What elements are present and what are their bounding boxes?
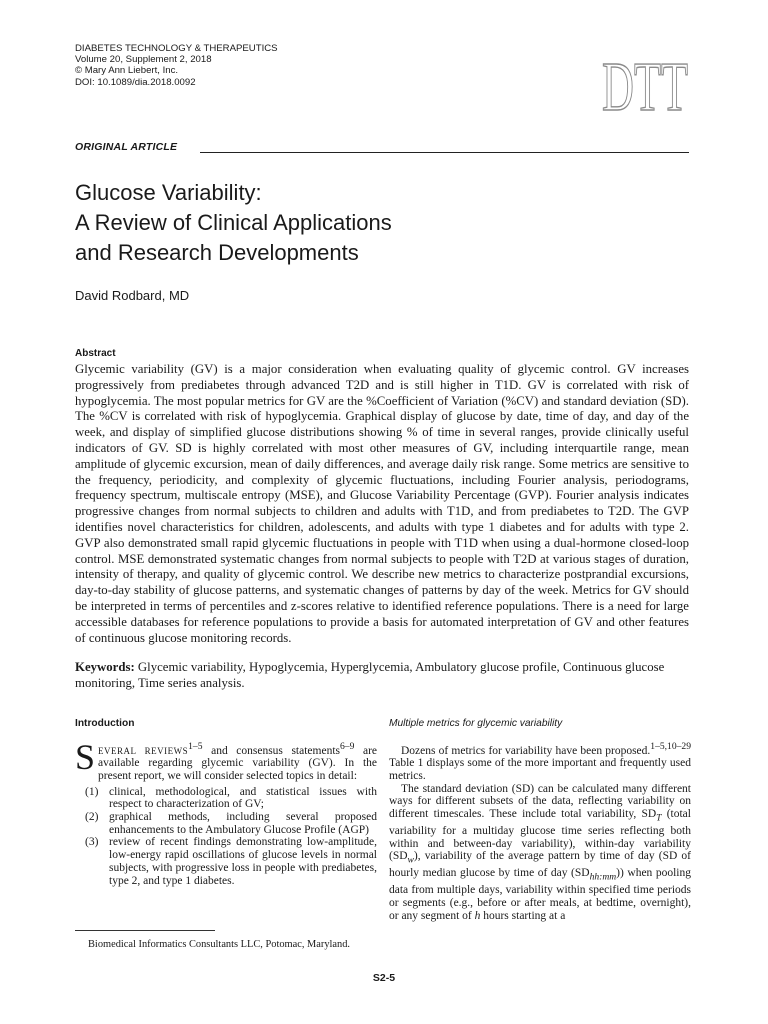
- list-item: [75, 836, 377, 887]
- keywords-label: Keywords:: [75, 660, 135, 674]
- author-name: David Rodbard, MD: [75, 288, 190, 303]
- abstract-text: Glycemic variability (GV) is a major consideration when evaluating quality of glycemic control. GV increases progressively from prediabetes through advanced T2D and is still higher in T1D. GV is correlated with risk of hypoglycemia. The most popular metrics for GV are the %Coefficient of Variation (%CV) and standard deviation (SD). The %CV is correlated with risk of hypoglycemia. Graphical display of glucose by date, time of day, and day of the week, and display of simplified glucose distributions showing % of time in several ranges, provide clinically useful indicators of GV. SD is highly correlated with most other measures of GV, including interquartile range, mean amplitude of glycemic excursion, mean of daily differences, and average daily risk range. Some metrics are sensitive to the frequency, periodicity, and complexity of glycemic fluctuations, including Fourier analysis, periodograms, frequency spectrum, multiscale entropy (MSE), and Glucose Variability Percentage (GVP). Fourier analysis indicates progressive changes from normal subjects to children and adults with T1D, and from prediabetes to T2D. The GVP identifies novel characteristics for children, adolescents, and adults with type 1 diabetes and for adults with type 2. GVP also demonstrated small rapid glycemic fluctuations in people with T1D when using a dual-hormone closed-loop control. MSE demonstrated systematic changes from normal subjects to people with T2D at various stages of duration, intensity of therapy, and quality of glycemic control. We describe new metrics to characterize postprandial excursions, day-to-day stability of glucose patterns, and systematic changes of patterns by day of the week. Metrics for GV should be interpreted in terms of percentiles and z-scores relative to identified reference populations. There is a need for large accessible databases for reference populations to provide a basis for automated interpretation of GV and other features of continuous glucose monitoring records.: [75, 362, 689, 645]
- paragraph-text: (total variability for a multiday glucose time series reflecting both within and between-day variability), within-day variability (SD: [389, 808, 691, 863]
- title-line: and Research Developments: [75, 240, 359, 265]
- subscript: T: [656, 812, 662, 824]
- paragraph-text: )) when pooling data from multiple days, variability within specified time periods or segments (e.g., before or after meals, at bedtime, overnight), or any segment of: [389, 867, 691, 922]
- page-number: S2-5: [372, 972, 396, 984]
- paragraph-text: Table 1 displays some of the more important and frequently used metrics.: [389, 757, 691, 782]
- paragraph-text: Dozens of metrics for variability have been proposed.: [401, 744, 651, 757]
- journal-doi: DOI: 10.1089/dia.2018.0092: [75, 76, 196, 88]
- right-column: [389, 718, 691, 923]
- article-type-rule: [200, 152, 689, 153]
- journal-name: DIABETES TECHNOLOGY & THERAPEUTICS: [75, 43, 278, 54]
- paragraph-text: ), variability of the average pattern by time of day (SD of hourly median glucose by time of day (SD: [389, 850, 691, 880]
- journal-volume: Volume 20, Supplement 2, 2018: [75, 54, 212, 66]
- journal-header: [75, 43, 278, 88]
- list-number: (3): [85, 836, 99, 849]
- list-text: review of recent findings demonstrating low-amplitude, low-energy rapid oscillations of glucose levels in normal subjects, with progressive loss in people with prediabetes, type 2, and type 1 diabetes.: [109, 836, 377, 887]
- reference-superscript: 6–9: [340, 740, 355, 752]
- topic-list: [75, 786, 377, 888]
- title-line: A Review of Clinical Applications: [75, 210, 392, 235]
- introduction-heading: Introduction: [75, 718, 135, 729]
- subscript: w: [407, 854, 414, 866]
- subscript: hh:mm: [589, 871, 617, 883]
- keywords-text: Glycemic variability, Hypoglycemia, Hyperglycemia, Ambulatory glucose profile, Continuous glucose monitoring, Time series analysis.: [75, 660, 665, 690]
- intro-text: are available regarding glycemic variability (GV). In the present report, we will consider selected topics in detail:: [98, 744, 377, 782]
- list-text: graphical methods, including several proposed enhancements to the Ambulatory Glucose Profile (AGP): [109, 811, 377, 836]
- metrics-heading: Multiple metrics for glycemic variability: [389, 718, 563, 729]
- reference-superscript: 1–5: [188, 740, 203, 752]
- list-item: [75, 786, 377, 811]
- footnote-rule: [75, 930, 215, 931]
- metrics-paragraph-1: [389, 741, 691, 783]
- article-type-label: ORIGINAL ARTICLE: [75, 141, 178, 153]
- title-line: Glucose Variability:: [75, 180, 262, 205]
- logo-text: DTT: [602, 49, 688, 126]
- paragraph-text: hours starting at a: [480, 909, 566, 922]
- list-number: (2): [85, 811, 99, 824]
- abstract-heading: Abstract: [75, 348, 116, 359]
- journal-logo: [601, 48, 689, 126]
- article-title: [75, 178, 392, 268]
- list-number: (1): [85, 785, 99, 798]
- small-caps-lead: EVERAL REVIEWS: [98, 745, 189, 756]
- list-text: clinical, methodological, and statistical issues with respect to characterization of GV;: [109, 785, 377, 811]
- intro-text: and consensus statements: [202, 744, 341, 757]
- journal-copyright: © Mary Ann Liebert, Inc.: [75, 65, 179, 77]
- left-column: [75, 718, 377, 887]
- italic-variable: h: [474, 909, 481, 922]
- keywords: [75, 659, 689, 691]
- reference-superscript: 1–5,10–29: [650, 740, 691, 752]
- metrics-paragraph-2: [389, 783, 691, 923]
- paragraph-text: The standard deviation (SD) can be calculated many different ways for different subsets of the data, reflecting variability on different timescales. These include total variability, SD: [389, 782, 691, 821]
- author-affiliation: Biomedical Informatics Consultants LLC, Potomac, Maryland.: [88, 939, 351, 950]
- drop-cap: S: [75, 736, 96, 777]
- list-item: [75, 811, 377, 836]
- introduction-paragraph: [75, 736, 377, 783]
